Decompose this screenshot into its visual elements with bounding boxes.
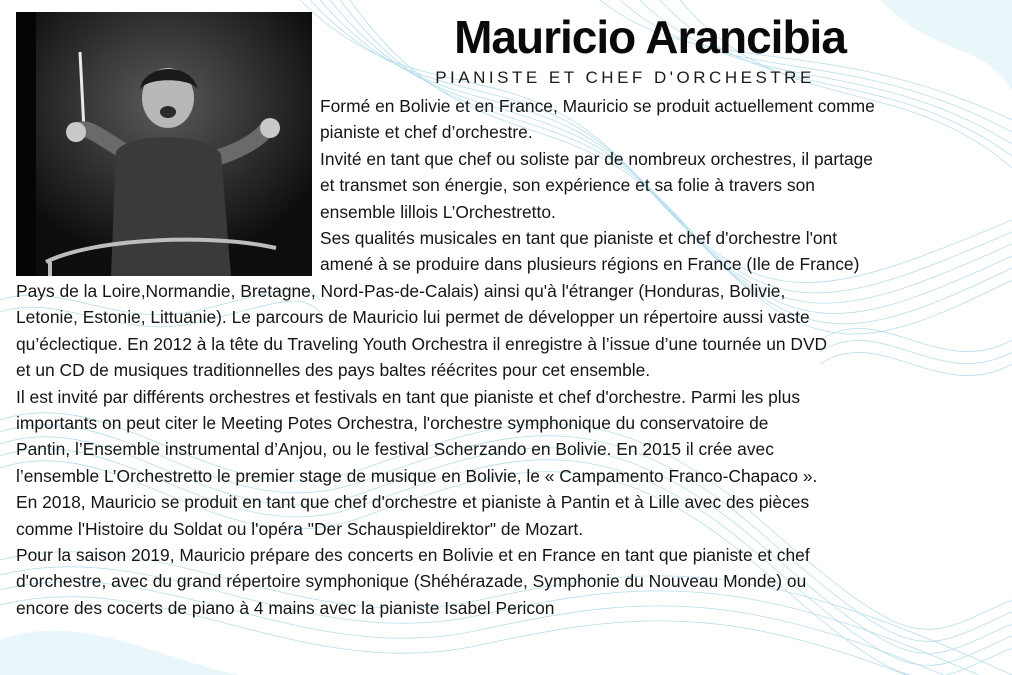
page-subtitle: PIANISTE ET CHEF D'ORCHESTRE [435,68,815,87]
bio-line: Ses qualités musicales en tant que pianiste et chef d'orchestre l'ont [320,228,838,249]
bio-line: d'orchestre, avec du grand répertoire symphonique (Shéhérazade, Symphonie du Nouveau Monde) ou [16,571,807,592]
bio-line: et un CD de musiques traditionnelles des pays baltes réécrites pour cet ensemble. [16,360,651,381]
bio-line: Pays de la Loire,Normandie, Bretagne, Nord-Pas-de-Calais) ainsi qu'à l'étranger (Honduras, Bolivie, [16,281,786,301]
bio-body [16,278,827,621]
bio-line: comme l'Histoire du Soldat ou l'opéra "Der Schauspieldirektor" de Mozart. [16,518,584,539]
bio-line: et transmet son énergie, son expérience et sa folie à travers son [320,175,815,196]
bio-line: ensemble lillois L’Orchestretto. [320,201,556,222]
bio-line: Pour la saison 2019, Mauricio prépare des concerts en Bolivie et en France en tant que pianiste et chef [16,545,810,566]
bio-line: amené à se produire dans plusieurs régions en France (Ile de France) [320,254,860,275]
bio-line: Invité en tant que chef ou soliste par de nombreux orchestres, il partage [320,148,873,169]
bio-line: Formé en Bolivie et en France, Mauricio se produit actuellement comme [320,96,875,116]
bio-line: Il est invité par différents orchestres et festivals en tant que pianiste et chef d'orchestre. Parmi les plus [16,386,801,407]
bio-line: encore des cocerts de piano à 4 mains avec la pianiste Isabel Pericon [16,597,555,618]
bio-line: qu’éclectique. En 2012 à la tête du Traveling Youth Orchestra il enregistre à l’issue d’une tournée un DVD [16,333,828,354]
page-title: Mauricio Arancibia [454,11,846,63]
bio-intro [320,93,875,278]
bio-line: En 2018, Mauricio se produit en tant que chef d'orchestre et pianiste à Pantin et à Lille avec des pièces [16,492,810,513]
bio-line: pianiste et chef d’orchestre. [320,122,533,143]
conductor-photo [16,12,312,276]
bio-line: Pantin, l’Ensemble instrumental d’Anjou, ou le festival Scherzando en Bolivie. En 2015 il crée avec [16,439,774,460]
bio-line: l’ensemble L’Orchestretto le premier stage de musique en Bolivie, le « Campamento Franco-Chapaco ». [16,465,818,486]
bio-line: Letonie, Estonie, Littuanie). Le parcours de Mauricio lui permet de développer un répertoire aussi vaste [16,307,810,328]
conductor-photo-icon [16,12,312,276]
bio-line: importants on peut citer le Meeting Potes Orchestra, l'orchestre symphonique du conservatoire de [16,413,769,434]
